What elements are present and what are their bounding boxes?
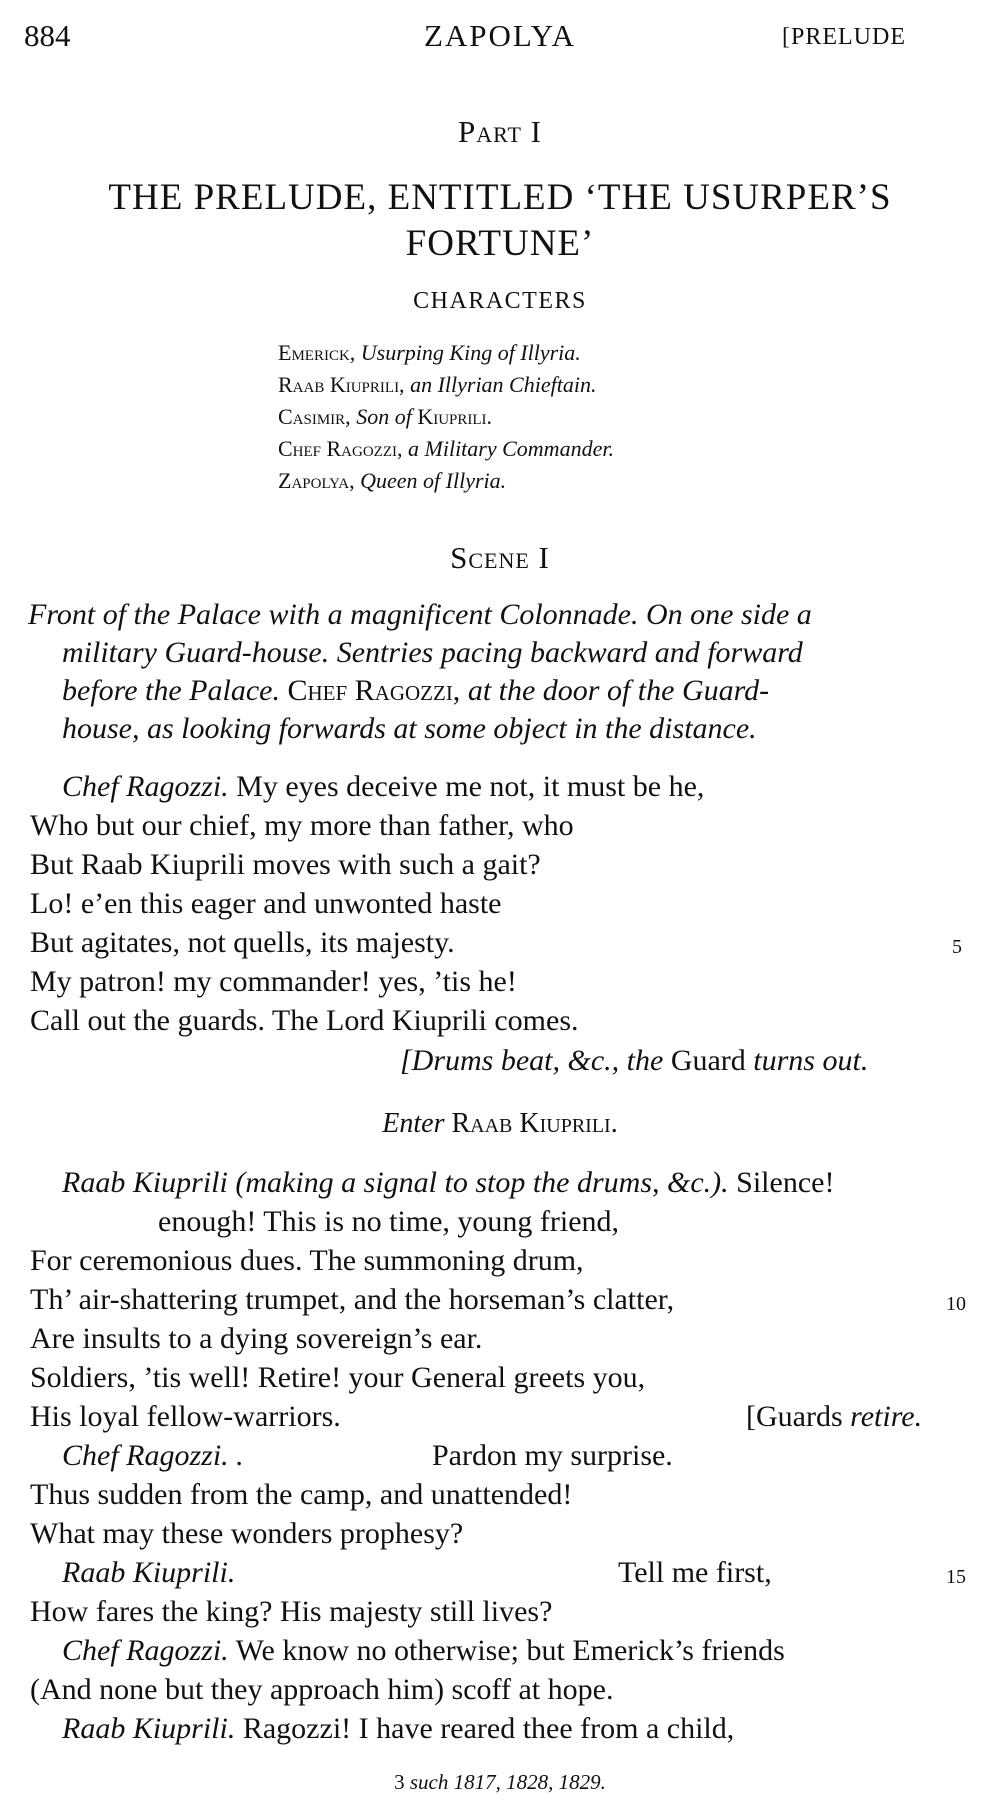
stage-direction-line (400, 1044, 868, 1078)
verse-line: Lo! e’en this eager and unwonted haste (30, 887, 502, 920)
verse-line (62, 1166, 834, 1200)
verse-line: Who but our chief, my more than father, who (30, 809, 574, 842)
character-desc: Queen of Illyria. (360, 468, 507, 493)
character-name: Chef Ragozzi, (287, 674, 461, 707)
verse-line: Soldiers, ’tis well! Retire! your General greets you, (30, 1361, 646, 1394)
stage-direction-text: before the Palace. (62, 674, 280, 707)
verse-line: What may these wonders prophesy? (30, 1517, 464, 1550)
character-name: Zapolya, (278, 468, 355, 493)
characters-heading: CHARACTERS (413, 288, 587, 314)
verse-line: (And none but they approach him) scoff at hope. (30, 1673, 614, 1706)
stage-direction-line: Front of the Palace with a magnificent Colonnade. On one side a (28, 598, 812, 631)
verse-line (62, 1556, 235, 1590)
stage-direction-text: Enter (382, 1108, 445, 1139)
character-entry (278, 436, 614, 462)
stage-direction-text: [Guards (746, 1400, 843, 1433)
line-number: 5 (952, 936, 962, 958)
verse-line: But agitates, not quells, its majesty. (30, 926, 455, 959)
footnote (0, 1770, 1000, 1795)
verse-text: Tell me first, (618, 1556, 772, 1589)
line-number: 10 (946, 1293, 966, 1315)
stage-direction-text: Guard (670, 1044, 746, 1077)
verse-line: His loyal fellow-warriors. (30, 1400, 341, 1433)
verse-line: How fares the king? His majesty still lives? (30, 1595, 553, 1628)
character-entry (278, 340, 581, 366)
stage-direction-line (62, 674, 1000, 708)
verse-line: But Raab Kiuprili moves with such a gait? (30, 848, 541, 881)
verse-line (62, 1712, 734, 1746)
verse-text: We know no otherwise; but Emerick’s friends (235, 1634, 785, 1667)
character-entry (278, 372, 596, 398)
title-line-2: FORTUNE’ (405, 223, 595, 264)
speaker: Raab Kiuprili. (62, 1556, 236, 1589)
verse-text: Silence! (736, 1166, 835, 1199)
speaker: Raab Kiuprili (making a signal to stop the drums, &c.). (62, 1166, 729, 1199)
footnote-number: 3 (394, 1770, 405, 1794)
character-entry (278, 404, 492, 430)
character-name: Emerick, (278, 340, 356, 365)
character-desc: a Military Commander. (408, 436, 614, 461)
verse-line: Are insults to a dying sovereign’s ear. (30, 1322, 483, 1355)
verse-line: enough! This is no time, young friend, (158, 1205, 620, 1238)
character-desc: an Illyrian Chieftain. (410, 372, 597, 397)
verse-line (62, 1439, 244, 1473)
character-name: Chef Ragozzi, (278, 436, 403, 461)
footnote-text: such 1817, 1828, 1829. (409, 1770, 606, 1794)
section-label: [PRELUDE (782, 24, 906, 50)
character-name: Raab Kiuprili, (278, 372, 405, 397)
entrance-direction (0, 1108, 1000, 1140)
stage-direction-line: military Guard-house. Sentries pacing backward and forward (62, 636, 803, 669)
speaker: Chef Ragozzi. . (62, 1439, 244, 1472)
stage-direction-text: [Drums beat, &c., the (400, 1044, 664, 1077)
verse-text: Pardon my surprise. (432, 1439, 673, 1472)
stage-direction-line (746, 1400, 922, 1434)
verse-line: Call out the guards. The Lord Kiuprili comes. (30, 1004, 579, 1037)
character-entry (278, 468, 506, 494)
verse-line: Thus sudden from the camp, and unattended! (30, 1478, 573, 1511)
verse-line: For ceremonious dues. The summoning drum, (30, 1244, 584, 1277)
verse-line: My patron! my commander! yes, ’tis he! (30, 965, 517, 998)
speaker: Chef Ragozzi. (62, 770, 229, 803)
running-title: ZAPOLYA (423, 18, 577, 53)
verse-text: Ragozzi! I have reared thee from a child, (242, 1712, 735, 1745)
character-name: Kiuprili. (417, 404, 493, 429)
stage-direction-line: house, as looking forwards at some object in the distance. (62, 712, 757, 745)
speaker: Raab Kiuprili. (62, 1712, 236, 1745)
stage-direction-text: retire. (850, 1400, 923, 1433)
speaker: Chef Ragozzi. (62, 1634, 229, 1667)
scene-heading: Scene I (450, 540, 550, 575)
character-desc: Usurping King of Illyria. (360, 340, 581, 365)
verse-line (62, 1634, 785, 1668)
line-number: 15 (946, 1566, 966, 1588)
part-heading: Part I (458, 114, 542, 149)
stage-direction-text: turns out. (753, 1044, 869, 1077)
verse-text: My eyes deceive me not, it must be he, (236, 770, 705, 803)
title-line-1: THE PRELUDE, ENTITLED ‘THE USURPER’S (108, 177, 892, 218)
character-desc: Son of (356, 404, 412, 429)
verse-line (62, 770, 704, 804)
character-name: Casimir, (278, 404, 351, 429)
stage-direction-text: at the door of the Guard- (467, 674, 770, 707)
page-number: 884 (24, 18, 71, 53)
character-name: Raab Kiuprili. (451, 1108, 618, 1139)
verse-line: Th’ air-shattering trumpet, and the horseman’s clatter, (30, 1283, 675, 1316)
